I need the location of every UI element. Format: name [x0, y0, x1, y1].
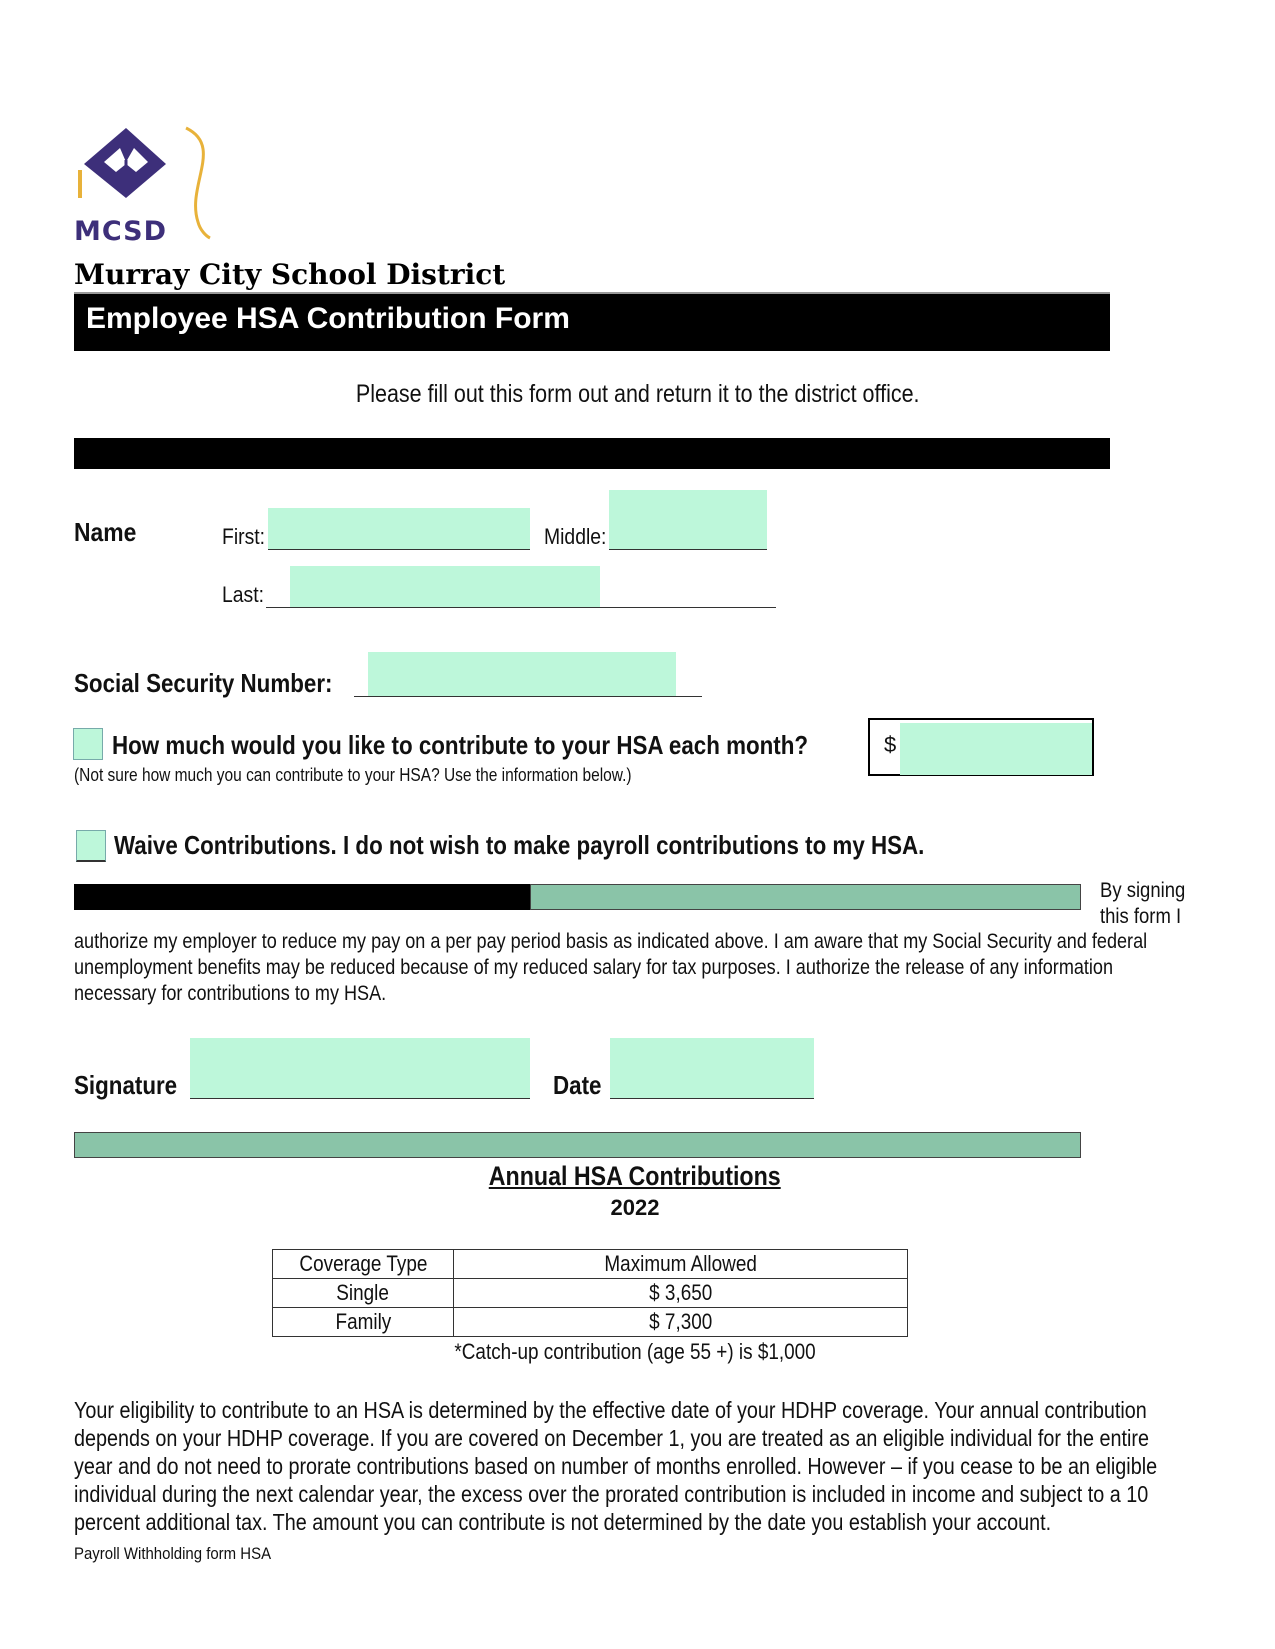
date-input[interactable]: [610, 1038, 814, 1099]
logo-text: MCSD: [74, 216, 168, 247]
contribution-amount-input[interactable]: [900, 723, 1092, 775]
eligibility-text: Your eligibility to contribute to an HSA is determined by the effective date of your HDHP coverage. Your annual contribution depends on your HDHP coverage. If you are covered on December 1, you are treated as an eligible individual for the entire year and do not need to prorate contributions based on number of months enrolled. However – if you cease to be an eligible individual during the next calendar year, the excess over the prorated contribution is included in income and subject to a 10 percent additional tax. The amount you can contribute is not determined by the date you establish your account.: [74, 1397, 1158, 1535]
catchup-note: *Catch-up contribution (age 55 +) is $1,000: [454, 1339, 816, 1364]
contribute-question: How much would you like to contribute to your HSA each month?: [112, 730, 809, 760]
auth-bar-green: [530, 884, 1081, 910]
contribute-checkbox[interactable]: [73, 728, 103, 760]
signature-label: Signature: [74, 1070, 178, 1100]
table-cell: $ 7,300: [454, 1308, 908, 1337]
ssn-input[interactable]: [368, 652, 676, 696]
annual-divider-bar: [74, 1132, 1081, 1158]
form-title: Employee HSA Contribution Form: [86, 302, 570, 335]
first-label: First:: [222, 524, 266, 549]
section-divider-bar: [74, 438, 1110, 469]
annual-year: 2022: [610, 1195, 660, 1220]
signature-input[interactable]: [190, 1038, 530, 1099]
table-row: [273, 1279, 908, 1308]
middle-label: Middle:: [544, 524, 607, 549]
table-header-row: [273, 1250, 908, 1279]
authorization-text: authorize my employer to reduce my pay on a per pay period basis as indicated above. I am aware that my Social Security and federal unemployment benefits may be reduced because of my reduced salary for tax purposes. I authorize the release of any information necessary for contributions to my HSA.: [74, 930, 1148, 1005]
contribution-amount-box: [868, 718, 1094, 776]
waive-label: Waive Contributions. I do not wish to make payroll contributions to my HSA.: [114, 830, 925, 860]
last-label: Last:: [222, 582, 264, 607]
first-name-input[interactable]: [268, 508, 530, 550]
contribute-note: (Not sure how much you can contribute to your HSA? Use the information below.): [74, 765, 632, 785]
ssn-label: Social Security Number:: [74, 668, 333, 698]
waive-checkbox[interactable]: [76, 830, 106, 862]
table-cell: Family: [273, 1308, 454, 1337]
name-label: Name: [74, 517, 137, 547]
table-header-cell: Maximum Allowed: [454, 1250, 908, 1279]
currency-symbol: $: [884, 732, 897, 757]
last-name-input[interactable]: [290, 566, 600, 607]
table-header-cell: Coverage Type: [273, 1250, 454, 1279]
auth-bar-black: [74, 884, 530, 910]
form-title-bar: [74, 294, 1110, 351]
coverage-table: [272, 1249, 908, 1337]
district-name: Murray City School District: [74, 258, 506, 291]
table-row: [273, 1308, 908, 1337]
annual-title: Annual HSA Contributions: [489, 1161, 781, 1191]
date-label: Date: [553, 1070, 602, 1100]
instructions: Please fill out this form out and return it to the district office.: [355, 380, 920, 408]
table-cell: $ 3,650: [454, 1279, 908, 1308]
auth-lead: By signing this form I: [1100, 879, 1186, 928]
table-cell: Single: [273, 1279, 454, 1308]
middle-name-input[interactable]: [609, 490, 767, 550]
footer-text: Payroll Withholding form HSA: [74, 1544, 272, 1563]
